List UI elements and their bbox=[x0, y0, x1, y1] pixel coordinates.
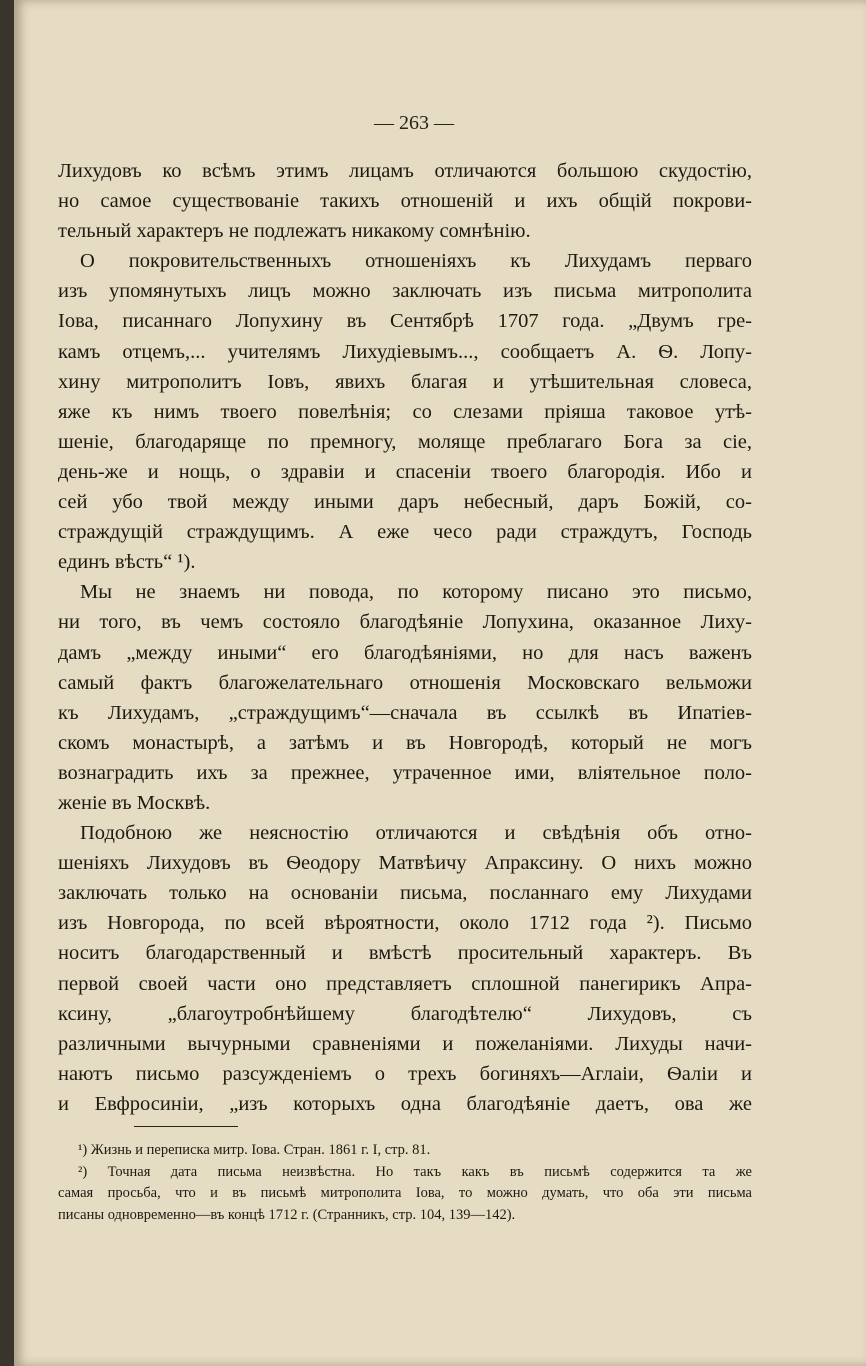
text-line: вознаградить ихъ за прежнее, утраченное ими, вліятельное поло- bbox=[58, 761, 752, 784]
text-line: день-же и нощь, о здравіи и спасеніи твоего благородія. Ибо и bbox=[58, 460, 752, 483]
text-line: женіе въ Москвѣ. bbox=[58, 791, 211, 814]
text-line: Мы не знаемъ ни повода, по которому писано это письмо, bbox=[80, 581, 752, 604]
text-line: страждущій страждущимъ. А еже чесо ради страждутъ, Господь bbox=[58, 521, 752, 544]
paragraph-4 bbox=[58, 818, 752, 1119]
paragraph-3 bbox=[58, 577, 752, 818]
text-line: и Евфросиніи, „изъ которыхъ одна благодѣяніе даетъ, ова же bbox=[58, 1092, 752, 1115]
text-line: изъ Новгорода, по всей вѣроятности, около 1712 года ²). Письмо bbox=[58, 912, 752, 935]
footnote-line: писаны одновременно—въ концѣ 1712 г. (Странникъ, стр. 104, 139—142). bbox=[58, 1207, 516, 1224]
footnote-divider bbox=[134, 1126, 238, 1127]
footnote-line: ²) Точная дата письма неизвѣстна. Но такъ какъ въ письмѣ содержится та же bbox=[78, 1163, 752, 1180]
text-line: первой своей части оно представляетъ сплошной панегирикъ Апра- bbox=[58, 972, 752, 995]
book-page bbox=[14, 0, 866, 1366]
text-line: различными вычурными сравненіями и пожеланіями. Лихуды начи- bbox=[58, 1032, 752, 1055]
text-line: хину митрополитъ Іовъ, явихъ благая и утѣшительная словеса, bbox=[58, 370, 752, 393]
text-line: къ Лихудамъ, „страждущимъ“—сначала въ ссылкѣ въ Ипатіев- bbox=[58, 701, 752, 724]
text-line: сей убо твой между иными даръ небесный, даръ Божій, со- bbox=[58, 491, 752, 514]
text-line: единъ вѣсть“ ¹). bbox=[58, 551, 196, 574]
footnote-line: ¹) Жизнь и переписка митр. Іова. Стран. 1861 г. I, стр. 81. bbox=[78, 1142, 431, 1158]
body-text bbox=[58, 156, 752, 1119]
text-line: Іова, писаннаго Лопухину въ Сентябрѣ 1707 года. „Двумъ гре- bbox=[58, 310, 752, 333]
text-line: камъ отцемъ,... учителямъ Лихудіевымъ..., сообщаетъ А. Ѳ. Лопу- bbox=[58, 340, 752, 363]
paragraph-2 bbox=[58, 246, 752, 577]
text-line: ни того, въ чемъ состояло благодѣяніе Лопухина, оказанное Лиху- bbox=[58, 611, 752, 634]
footnote-2 bbox=[58, 1162, 752, 1227]
text-line: носитъ благодарственный и вмѣстѣ просительный характеръ. Въ bbox=[58, 942, 752, 965]
text-line: яже къ нимъ твоего повелѣнія; со слезами пріяша таковое утѣ- bbox=[58, 400, 752, 423]
text-line: но самое существованіе такихъ отношеній и ихъ общій покрови- bbox=[58, 190, 752, 213]
text-line: наютъ письмо разсужденіемъ о трехъ богиняхъ—Аглаіи, Ѳаліи и bbox=[58, 1062, 752, 1085]
text-line: самый фактъ благожелательнаго отношенія Московскаго вельможи bbox=[58, 671, 752, 694]
text-line: О покровительственныхъ отношеніяхъ къ Лихудамъ перваго bbox=[80, 250, 752, 273]
text-line: изъ упомянутыхъ лицъ можно заключать изъ письма митрополита bbox=[58, 280, 752, 303]
text-line: заключать только на основаніи письма, посланнаго ему Лихудами bbox=[58, 882, 752, 905]
page-number: — 263 — bbox=[374, 112, 454, 134]
text-line: Подобною же неясностію отличаются и свѣдѣнія объ отно- bbox=[80, 822, 752, 845]
text-line: Лихудовъ ко всѣмъ этимъ лицамъ отличаются большою скудостію, bbox=[58, 160, 752, 182]
text-line: шеніе, благодаряще по премногу, моляще преблагаго Бога за сіе, bbox=[58, 430, 752, 453]
footnotes bbox=[58, 1140, 752, 1227]
text-line: ксину, „благоутробнѣйшему благодѣтелю“ Лихудовъ, съ bbox=[58, 1002, 752, 1025]
footnote-line: самая просьба, что и въ письмѣ митрополита Іова, то можно думать, что оба эти письма bbox=[58, 1185, 752, 1202]
text-line: скомъ монастырѣ, а затѣмъ и въ Новгородѣ, который не могъ bbox=[58, 731, 752, 754]
footnote-1 bbox=[58, 1140, 752, 1162]
text-line: тельный характеръ не подлежатъ никакому сомнѣнію. bbox=[58, 220, 531, 243]
paragraph-1 bbox=[58, 156, 752, 246]
text-line: дамъ „между иными“ его благодѣяніями, но для насъ важенъ bbox=[58, 641, 752, 664]
text-line: шеніяхъ Лихудовъ въ Ѳеодору Матвѣичу Апраксину. О нихъ можно bbox=[58, 852, 752, 875]
